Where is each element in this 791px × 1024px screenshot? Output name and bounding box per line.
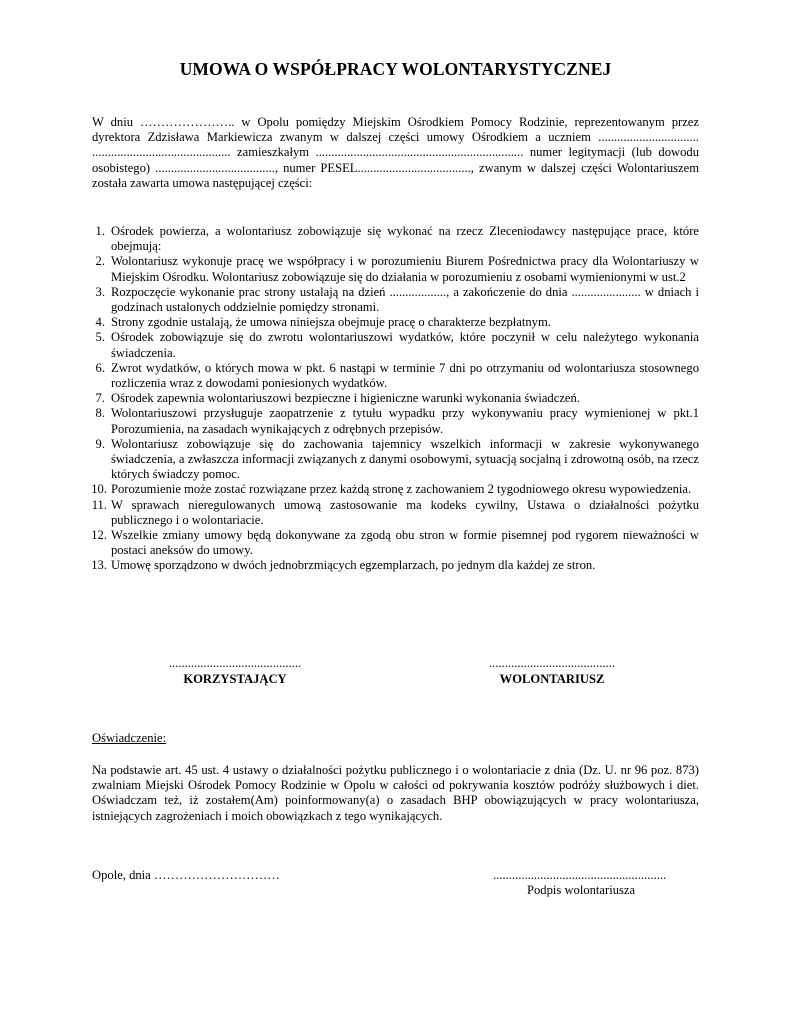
clause-text: Wolontariusz wykonuje pracę we współpracy i w porozumieniu Biurem Pośrednictwa pracy dla Wolontariuszy w Miejskim Ośrodku. Wolontariusz zobowiązuje się do działania w porozumieniu z osobami wymienionymi w ust.2 — [111, 254, 699, 284]
declaration-text: Na podstawie art. 45 ust. 4 ustawy o działalności pożytku publicznego i o wolontariacie z dnia (Dz. U. nr 96 poz. 873) zwalniam Miejski Ośrodek Pomocy Rodzinie w Opolu w całości od pokrywania kosztów podróży służbowych i diet. Oświadczam też, iż zostałem(Am) poinformowany(a) o zasadach BHP obowiązujących w pracy wolontariusza, istniejących zagrożeniach i moich obowiązkach z tego wynikających. — [92, 763, 699, 823]
clause-text: Ośrodek zapewnia wolontariuszowi bezpieczne i higieniczne warunki wykonania świadczeń. — [111, 391, 580, 406]
signature-dotted-line: .......................................... — [168, 656, 302, 670]
clause-text: Umowę sporządzono w dwóch jednobrzmiących egzemplarzach, po jednym dla każdej ze stron. — [111, 558, 596, 573]
clause-number: 6. — [95, 360, 105, 375]
clause-text: Ośrodek zobowiązuje się do zwrotu wolontariuszowi wydatków, które poczynił w celu należytego wykonania świadczenia. — [111, 330, 699, 360]
volunteer-signature-caption: Podpis wolontariusza — [527, 883, 636, 897]
clause-item — [92, 437, 699, 483]
clause-text: Strony zgodnie ustalają, że umowa niniejsza obejmuje pracę o charakterze bezpłatnym. — [111, 315, 551, 330]
clause-number: 12. — [91, 528, 107, 543]
clause-number: 13. — [91, 558, 107, 573]
clause-text: Wolontariuszowi przysługuje zaopatrzenie z tytułu wypadku przy wykonywaniu pracy wymienionej w pkt.1 Porozumienia, na zasadach wynikających z odrębnych przepisów. — [111, 406, 699, 436]
clause-item — [92, 558, 699, 573]
clause-text: Wszelkie zmiany umowy będą dokonywane za zgodą obu stron w formie pisemnej pod rygorem nieważności w postaci aneksów do umowy. — [111, 528, 699, 558]
clause-item — [92, 361, 699, 391]
clause-item — [92, 498, 699, 528]
place-and-date: Opole, dnia ………………………… — [92, 868, 280, 882]
clause-text: Rozpoczęcie wykonanie prac strony ustalają na dzień .................., a zakończenie do dnia ...................... w dniach i godzinach ustalonych oddzielnie pomiędzy stronami. — [111, 284, 699, 315]
clause-text: Porozumienie może zostać rozwiązane przez każdą stronę z zachowaniem 2 tygodniowego okresu wypowiedzenia. — [111, 482, 692, 497]
signature-wolontariusz — [480, 656, 624, 687]
signature-label: KORZYSTAJĄCY — [183, 672, 287, 687]
clause-item — [92, 391, 699, 406]
signature-dotted-line: ........................................ — [489, 656, 615, 670]
signature-label: WOLONTARIUSZ — [499, 672, 605, 687]
clause-item — [92, 224, 699, 254]
clause-number: 1. — [95, 224, 105, 238]
clause-number: 5. — [95, 330, 105, 345]
contract-intro: W dniu ………………….. w Opolu pomiędzy Miejskim Ośrodkiem Pomocy Rodzinie, reprezentowanym przez dyrektora Zdzisława Markiewicza zwanym w dalszej części umowy Ośrodkiem a uczniem ................................ ............................................ zamieszkałym .................................................................. numer legitymacji (lub dowodu osobistego) ......................................, numer PESEL...................................., zwanym w dalszej części Wolontariuszem została zawarta umowa następującej części: — [92, 115, 699, 190]
clause-number: 7. — [95, 391, 105, 406]
clause-list — [92, 224, 699, 574]
clause-text: W sprawach nieregulowanych umową zastosowanie ma kodeks cywilny, Ustawa o działalności pożytku publicznego i o wolontariacie. — [111, 497, 699, 527]
clause-number: 11. — [91, 497, 107, 512]
clause-number: 2. — [95, 254, 105, 269]
clause-item — [92, 482, 699, 497]
volunteer-signature-line: ....................................................... — [493, 868, 667, 882]
declaration-heading: Oświadczenie: — [92, 731, 167, 745]
clause-item — [92, 285, 699, 315]
clause-number: 10. — [91, 482, 107, 497]
clause-text: Wolontariusz zobowiązuje się do zachowania tajemnicy wszelkich informacji w zakresie wykonywanego świadczenia, a zwłaszcza informacji związanych z danymi osobowymi, sytuacją socjalną i zdrowotną osób, na rzecz których świadczy pomoc. — [111, 436, 699, 482]
clause-number: 4. — [95, 315, 105, 330]
clause-item — [92, 315, 699, 330]
document-title: UMOWA O WSPÓŁPRACY WOLONTARYSTYCZNEJ — [179, 59, 612, 79]
clause-item — [92, 406, 699, 436]
clause-item — [92, 254, 699, 284]
clause-item — [92, 528, 699, 558]
clause-number: 9. — [95, 436, 105, 451]
clause-text: Zwrot wydatków, o których mowa w pkt. 6 nastąpi w terminie 7 dni po otrzymaniu od wolontariusza stosownego rozliczenia wraz z dowodami poniesionych wydatków. — [111, 360, 699, 391]
clause-text: Ośrodek powierza, a wolontariusz zobowiązuje się wykonać na rzecz Zleceniodawcy następujące prace, które obejmują: — [111, 224, 699, 254]
clause-item — [92, 330, 699, 360]
clause-number: 8. — [95, 406, 105, 421]
signature-korzystajacy — [160, 656, 310, 687]
clause-number: 3. — [95, 284, 105, 299]
